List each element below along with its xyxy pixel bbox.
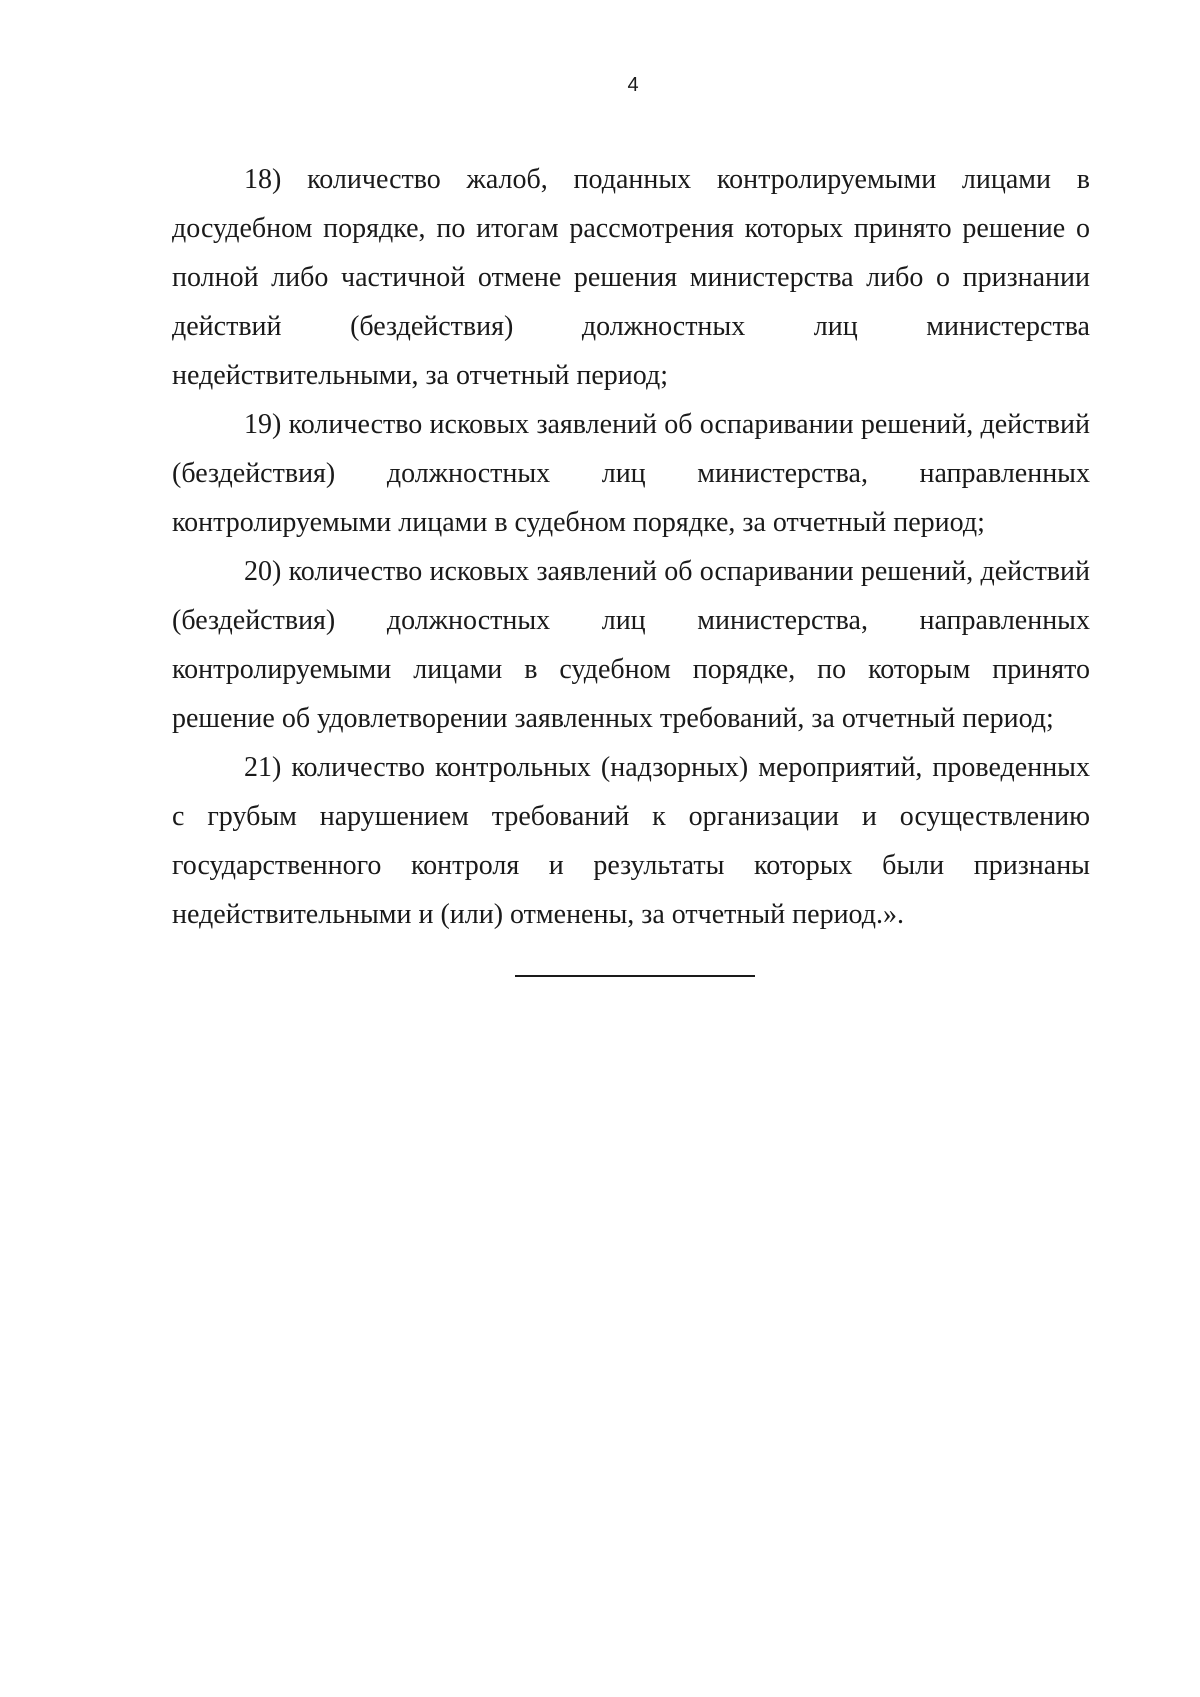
end-divider-line — [515, 975, 755, 977]
page-number: 4 — [627, 74, 639, 96]
document-body — [172, 155, 1090, 939]
paragraph-item-20: 20) количество исковых заявлений об оспаривании решений, действий (бездействия) должностных лиц министерства, направленных контролируемыми лицами в судебном порядке, по которым принято решение об удовлетворении заявленных требований, за отчетный период; — [172, 556, 1090, 734]
paragraph-item-21: 21) количество контрольных (надзорных) мероприятий, проведенных с грубым нарушением требований к организации и осуществлению государственного контроля и результаты которых были признаны недействительными и (или) отменены, за отчетный период.». — [172, 752, 1090, 930]
paragraph-item-18: 18) количество жалоб, поданных контролируемыми лицами в досудебном порядке, по итогам рассмотрения которых принято решение о полной либо частичной отмене решения министерства либо о признании действий (бездействия) должностных лиц министерства недействительными, за отчетный период; — [172, 164, 1090, 391]
paragraph-item-19: 19) количество исковых заявлений об оспаривании решений, действий (бездействия) должностных лиц министерства, направленных контролируемыми лицами в судебном порядке, за отчетный период; — [172, 409, 1090, 538]
